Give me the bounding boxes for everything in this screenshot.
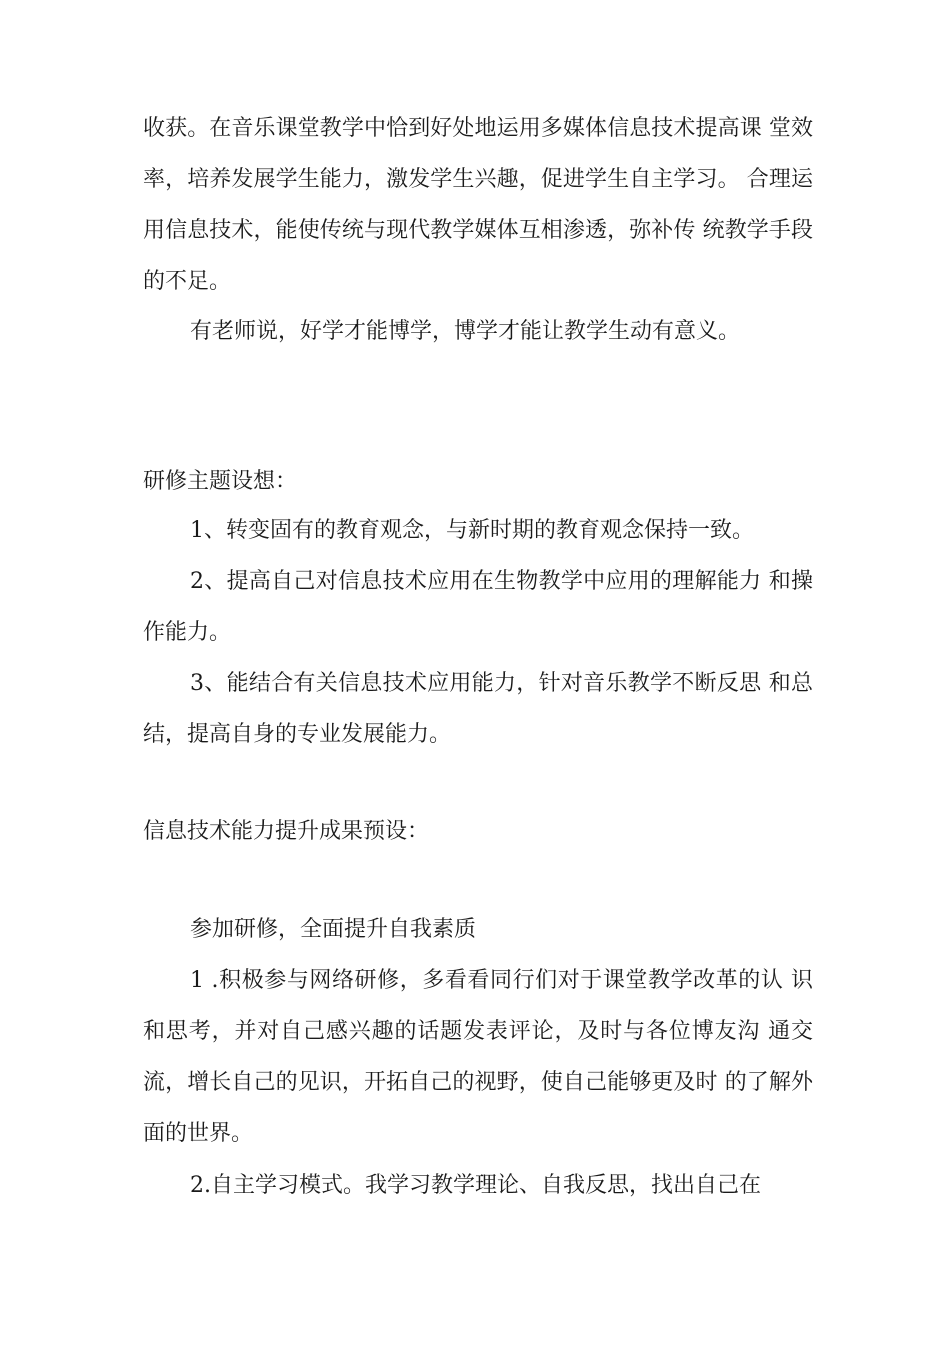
list-item-network-research: 1 .积极参与网络研修，多看看同行们对于课堂教学改革的认 识和思考，并对自己感兴趣的话题发表评论，及时与各位博友沟 通交流，增长自己的见识，开拓自己的视野，使自己能够更及时 的了解外面的世界。: [143, 968, 813, 1146]
list-item-1: 1、转变固有的教育观念，与新时期的教育观念保持一致。: [190, 518, 754, 543]
list-item-2: 2、提高自己对信息技术应用在生物教学中应用的理解能力 和操作能力。: [143, 569, 813, 645]
heading-research-theme: 研修主题设想：: [143, 469, 298, 494]
heading-outcomes: 信息技术能力提升成果预设：: [143, 819, 430, 844]
paragraph-intro: 收获。在音乐课堂教学中恰到好处地运用多媒体信息技术提高课 堂效率，培养发展学生能力，激发学生兴趣，促进学生自主学习。 合理运用信息技术，能使传统与现代教学媒体互相渗透，弥补传 统教学手段的不足。: [143, 116, 813, 294]
list-item-self-study: 2.自主学习模式。我学习教学理论、自我反思，找出自己在: [190, 1173, 761, 1198]
paragraph-quote: 有老师说，好学才能博学，博学才能让教学生动有意义。: [190, 319, 741, 344]
paragraph-participate: 参加研修，全面提升自我素质: [190, 917, 477, 942]
list-item-3: 3、能结合有关信息技术应用能力，针对音乐教学不断反思 和总结，提高自身的专业发展能力。: [143, 671, 813, 747]
